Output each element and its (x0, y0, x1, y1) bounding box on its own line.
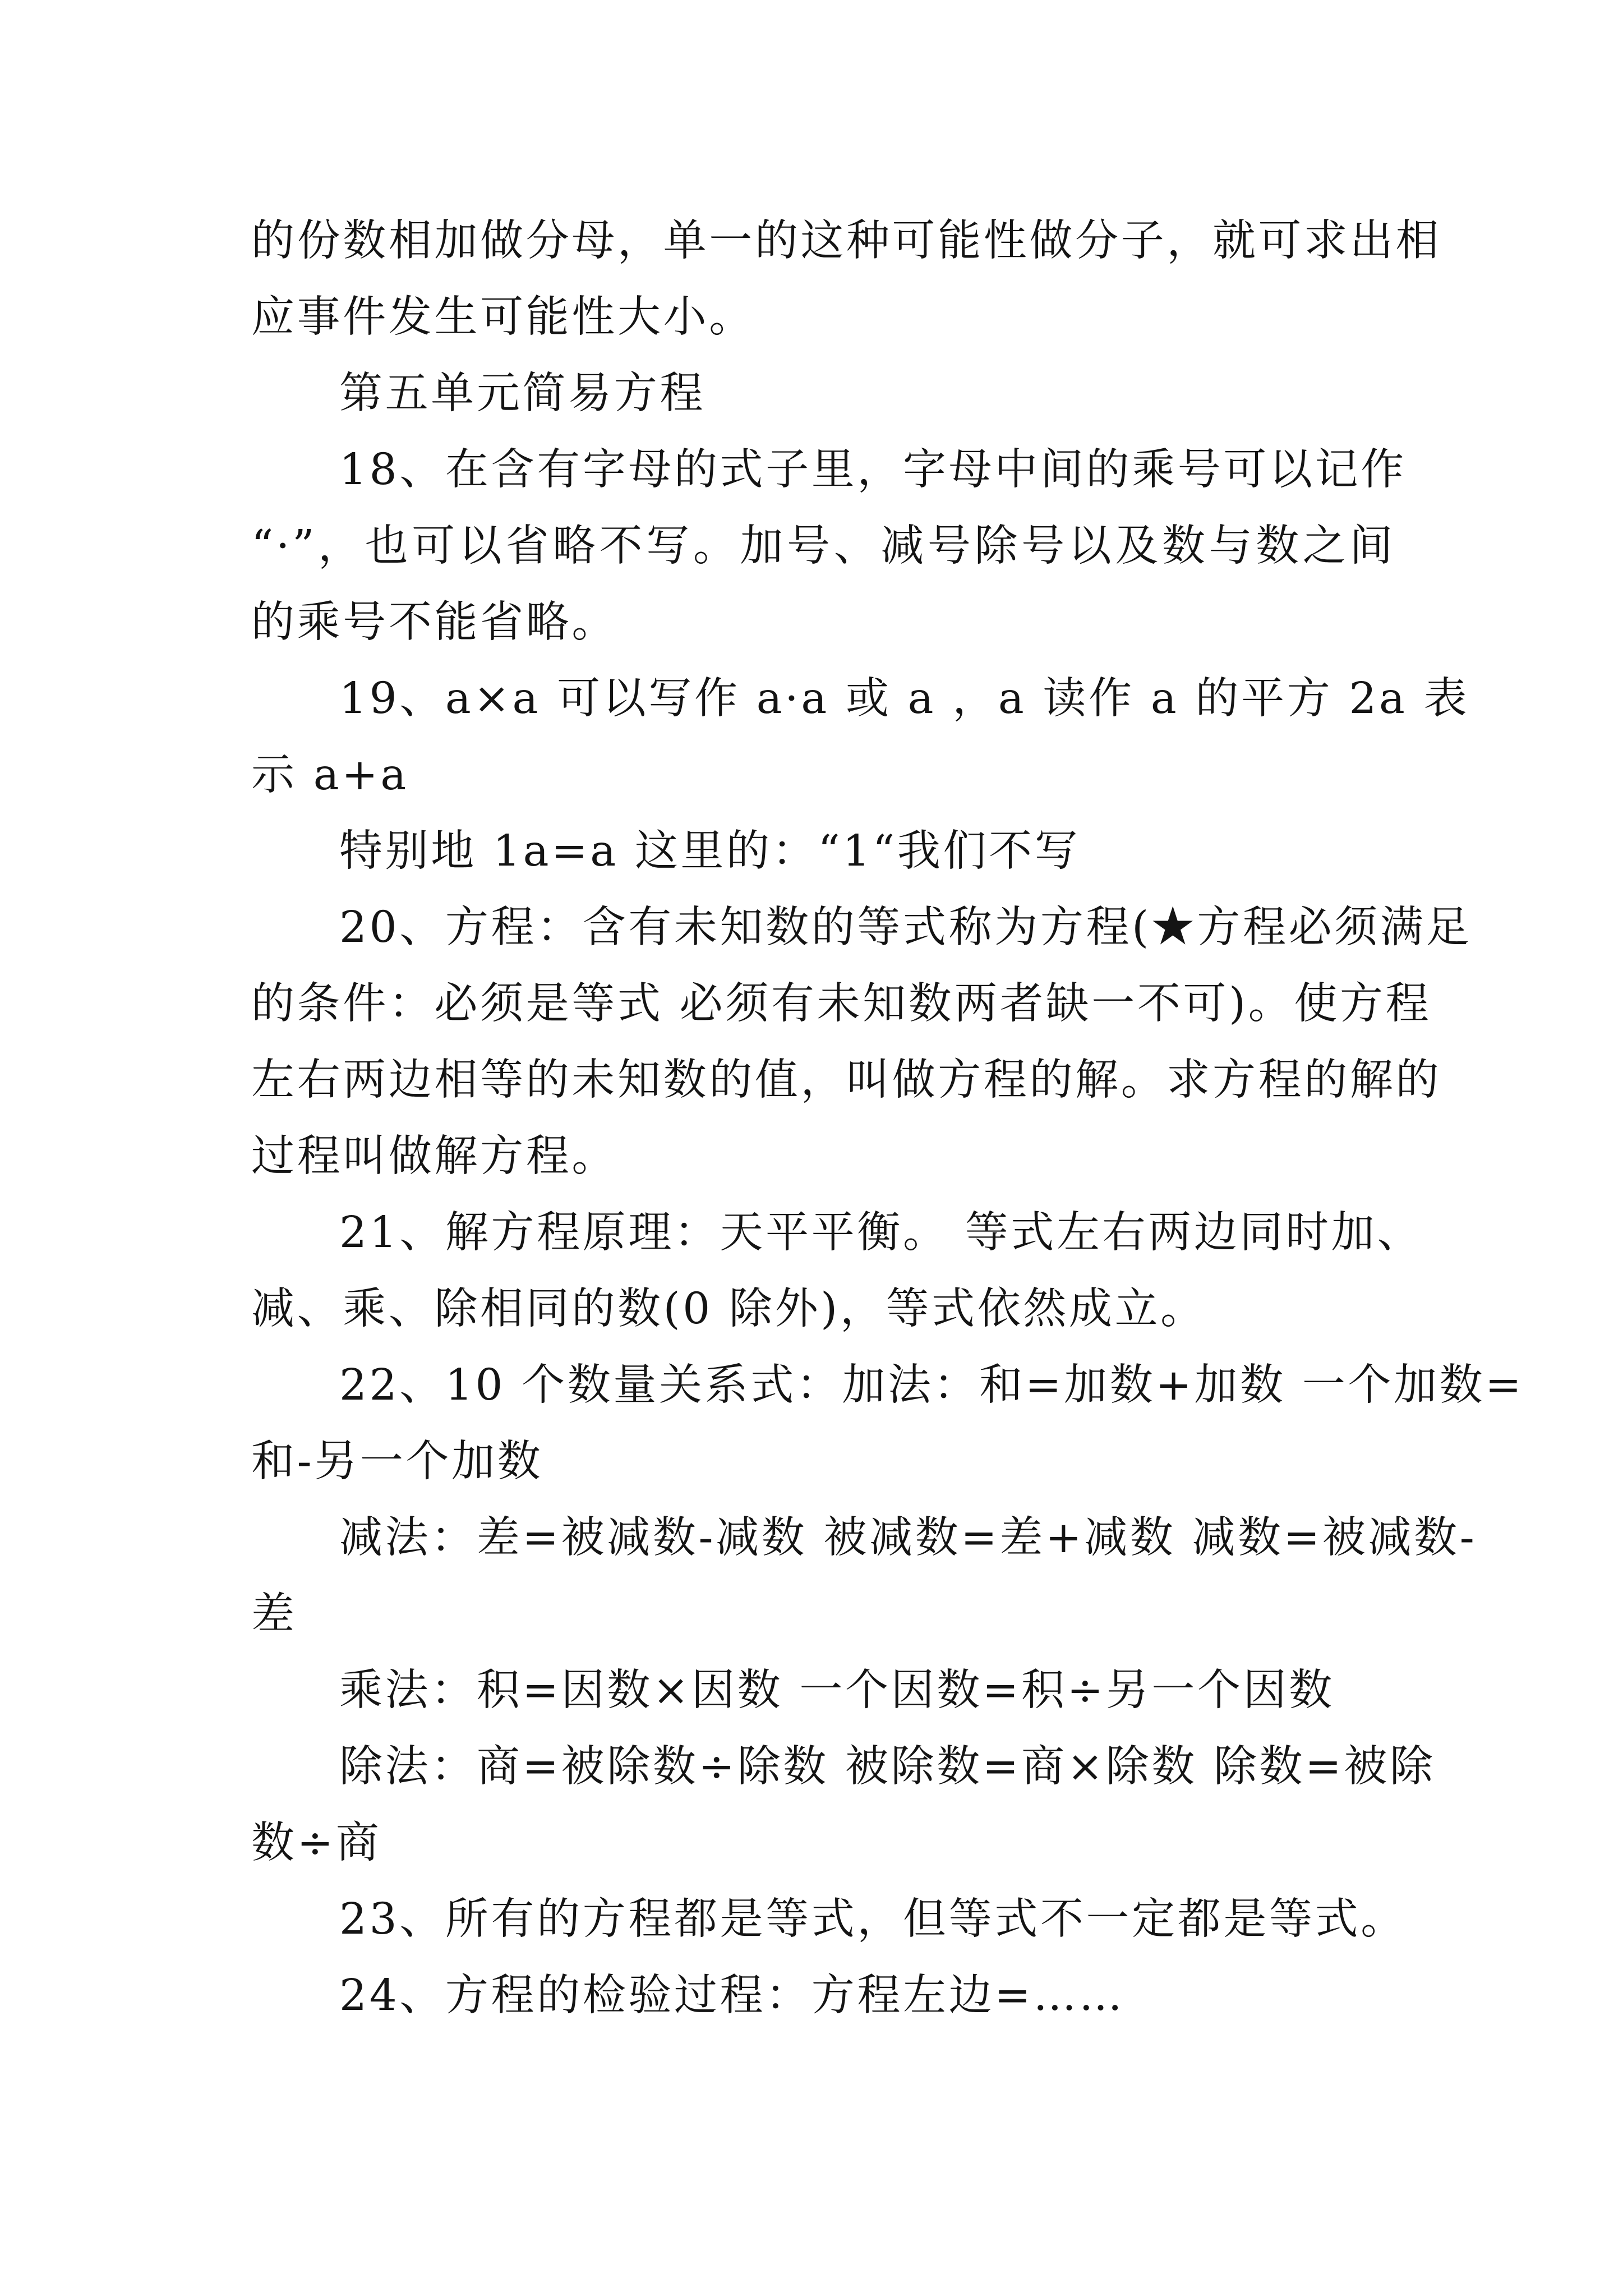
text-line: 和-另一个加数 (251, 1437, 543, 1487)
text-line: 的乘号不能省略。 (251, 597, 617, 647)
text-line: 的条件：必须是等式 必须有未知数两者缺一不可)。使方程 (251, 979, 1432, 1029)
text-line: 示 a+a (251, 750, 409, 800)
text-line: 乘法：积=因数×因数 一个因数=积÷另一个因数 (339, 1665, 1335, 1715)
text-line: 除法：商=被除数÷除数 被除数=商×除数 除数=被除 (339, 1742, 1436, 1792)
text-line: 22、10 个数量关系式：加法：和=加数+加数 一个加数= (339, 1360, 1524, 1410)
text-line: 23、所有的方程都是等式，但等式不一定都是等式。 (339, 1894, 1407, 1944)
text-line: 18、在含有字母的式子里，字母中间的乘号可以记作 (339, 445, 1407, 495)
text-line: 21、解方程原理：天平平衡。 等式左右两边同时加、 (339, 1208, 1423, 1258)
text-line: 20、方程：含有未知数的等式称为方程(★方程必须满足 (339, 903, 1472, 953)
text-line: 的份数相加做分母，单一的这种可能性做分子，就可求出相 (251, 216, 1442, 266)
text-line: 19、a×a 可以写作 a·a 或 a ，a 读作 a 的平方 2a 表 (339, 674, 1470, 724)
text-line: 减法：差=被减数-减数 被减数=差+减数 减数=被减数- (339, 1513, 1477, 1563)
text-line: “·”，也可以省略不写。加号、减号除号以及数与数之间 (251, 521, 1395, 571)
text-line: 减、乘、除相同的数(0 除外)，等式依然成立。 (251, 1284, 1206, 1334)
document-text (251, 203, 1524, 2034)
text-line: 24、方程的检验过程：方程左边=…… (339, 1971, 1125, 2021)
text-line: 应事件发生可能性大小。 (251, 292, 755, 342)
section-heading: 第五单元简易方程 (339, 369, 706, 418)
text-line: 差 (251, 1589, 297, 1639)
text-line: 左右两边相等的未知数的值，叫做方程的解。求方程的解的 (251, 1055, 1442, 1105)
text-line: 数÷商 (251, 1818, 382, 1868)
text-line: 特别地 1a=a 这里的：“1“我们不写 (339, 826, 1081, 876)
text-line: 过程叫做解方程。 (251, 1131, 617, 1181)
